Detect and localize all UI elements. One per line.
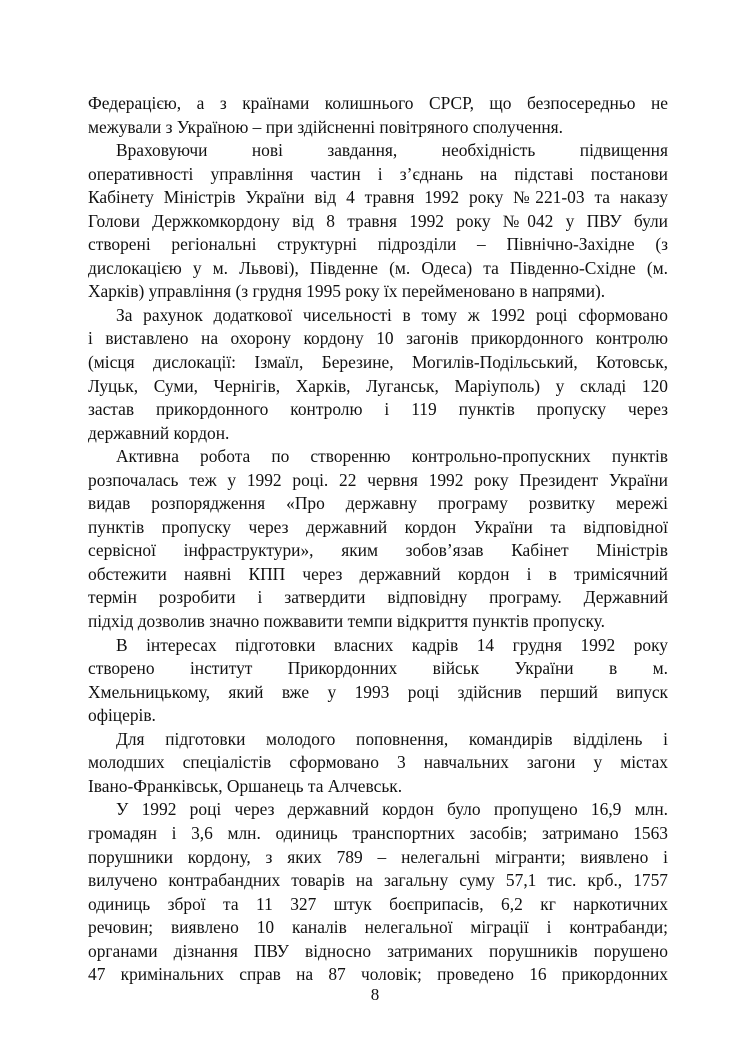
paragraph	[88, 728, 668, 799]
text-line: розпочалась теж у 1992 році. 22 червня 1992 року Президент України	[88, 469, 668, 490]
text-line: речовин; виявлено 10 каналів нелегальної міграції і контрабанди;	[88, 917, 668, 938]
page-number: 8	[370, 985, 380, 1004]
text-line: органами дізнання ПВУ відносно затриманих порушників порушено	[88, 940, 668, 961]
text-line: оперативності управління частин і з’єднань на підставі постанови	[88, 163, 668, 184]
text-line: громадян і 3,6 млн. одиниць транспортних засобів; затримано 1563	[88, 822, 668, 843]
text-line: У 1992 році через державний кордон було пропущено 16,9 млн.	[116, 799, 668, 820]
text-line: вилучено контрабандних товарів на загальну суму 57,1 тис. крб., 1757	[88, 870, 668, 891]
text-line: порушники кордону, з яких 789 – нелегальні мігранти; виявлено і	[88, 846, 668, 867]
text-line: Кабінету Міністрів України від 4 травня 1992 року №221-03 та наказу	[88, 187, 668, 208]
text-line: 47 кримінальних справ на 87 чоловік; проведено 16 прикордонних	[88, 964, 668, 985]
text-line: термін розробити і затвердити відповідну програму. Державний	[88, 587, 668, 608]
paragraph	[88, 139, 668, 304]
text-line: Голови Держкомкордону від 8 травня 1992 року №042 у ПВУ були	[88, 210, 668, 231]
text-line: створено інститут Прикордонних військ України в м.	[88, 658, 668, 679]
text-line: Івано-Франківськ, Оршанець та Алчевськ.	[88, 775, 403, 796]
paragraph	[88, 445, 668, 633]
text-line: обстежити наявні КПП через державний кордон і в тримісячний	[88, 563, 668, 584]
text-line: За рахунок додаткової чисельності в тому ж 1992 році сформовано	[116, 304, 668, 325]
text-line: Харків) управління (з грудня 1995 року їх перейменовано в напрями).	[88, 281, 606, 302]
paragraph	[88, 634, 668, 728]
document-body	[88, 92, 668, 987]
text-line: і виставлено на охорону кордону 10 загонів прикордонного контролю	[88, 328, 668, 349]
text-line: Федерацією, а з країнами колишнього СРСР, що безпосередньо не	[88, 93, 668, 113]
text-line: застав прикордонного контролю і 119 пунктів пропуску через	[88, 399, 668, 420]
text-line: державний кордон.	[88, 422, 230, 443]
paragraph	[88, 92, 668, 139]
text-line: (місця дислокації: Ізмаїл, Березине, Могилів-Подільський, Котовськ,	[88, 352, 668, 373]
text-line: одиниць зброї та 11 327 штук боєприпасів, 6,2 кг наркотичних	[88, 893, 668, 914]
paragraph	[88, 798, 668, 986]
text-line: межували з Україною – при здійсненні повітряного сполучення.	[88, 116, 564, 137]
text-line: офіцерів.	[88, 705, 156, 726]
text-line: створені регіональні структурні підрозділи – Північно-Західне (з	[88, 234, 668, 255]
text-line: В інтересах підготовки власних кадрів 14 грудня 1992 року	[116, 634, 668, 655]
text-line: Хмельницькому, який вже у 1993 році здійснив перший випуск	[88, 681, 668, 702]
text-line: підхід дозволив значно пожвавити темпи відкриття пунктів пропуску.	[88, 611, 605, 632]
text-line: пунктів пропуску через державний кордон України та відповідної	[88, 516, 668, 537]
text-line: Активна робота по створенню контрольно-пропускних пунктів	[116, 446, 668, 467]
text-line: Луцьк, Суми, Чернігів, Харків, Луганськ, Маріуполь) у складі 120	[88, 375, 668, 396]
text-line: видав розпорядження «Про державну програму розвитку мережі	[88, 493, 668, 514]
text-line: дислокацією у м. Львові), Південне (м. Одеса) та Південно-Східне (м.	[88, 257, 668, 278]
text-line: сервісної інфраструктури», яким зобов’язав Кабінет Міністрів	[88, 540, 668, 561]
text-line: молодших спеціалістів сформовано 3 навчальних загони у містах	[88, 752, 668, 773]
paragraph	[88, 304, 668, 445]
text-line: Враховуючи нові завдання, необхідність підвищення	[116, 140, 668, 161]
text-line: Для підготовки молодого поповнення, командирів відділень і	[116, 728, 668, 749]
